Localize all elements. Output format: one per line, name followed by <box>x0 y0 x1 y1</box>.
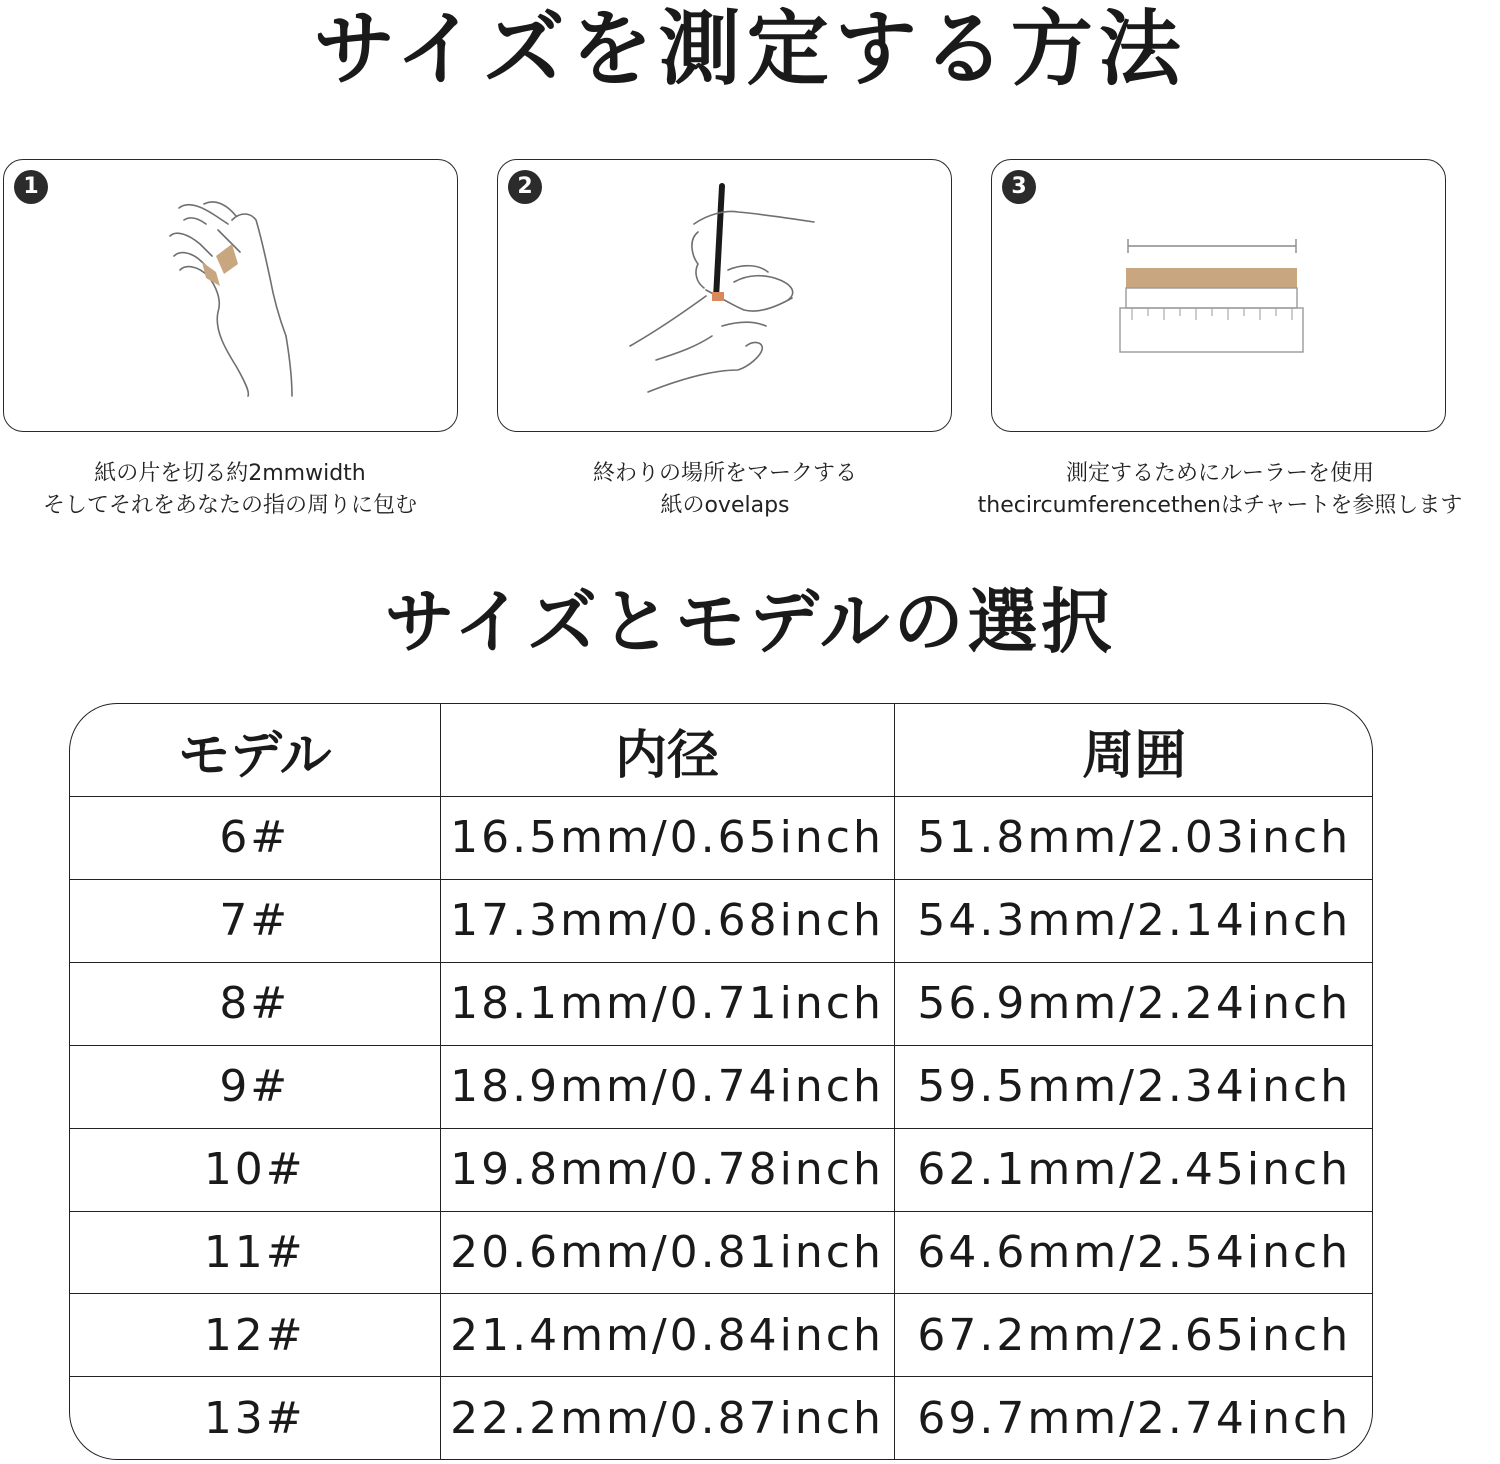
cell-model: 11# <box>70 1211 440 1294</box>
cell-model: 12# <box>70 1294 440 1377</box>
cell-model: 10# <box>70 1128 440 1211</box>
step-2-caption-line-1: 終わりの場所をマークする <box>592 461 857 486</box>
cell-inner-diameter: 18.1mm/0.71inch <box>440 962 894 1045</box>
step-3-caption-line-1: 測定するためにルーラーを使用 <box>1065 461 1374 486</box>
table-header-row <box>70 704 1373 797</box>
table-row <box>70 1377 1373 1459</box>
step-2-caption <box>465 458 985 522</box>
table-row <box>70 797 1373 880</box>
cell-inner-diameter: 16.5mm/0.65inch <box>440 797 894 880</box>
table-row <box>70 1211 1373 1294</box>
cell-circumference: 51.8mm/2.03inch <box>894 797 1373 880</box>
section-title: サイズとモデルの選択 <box>384 581 1116 663</box>
step-1-caption-line-1: 紙の片を切る約2mmwidth <box>94 461 366 486</box>
cell-circumference: 69.7mm/2.74inch <box>894 1377 1373 1459</box>
step-2-badge: 2 <box>508 170 542 204</box>
step-1-card <box>3 159 458 432</box>
table-row <box>70 1128 1373 1211</box>
cell-circumference: 59.5mm/2.34inch <box>894 1045 1373 1128</box>
step-1-badge: 1 <box>14 170 48 204</box>
cell-inner-diameter: 18.9mm/0.74inch <box>440 1045 894 1128</box>
hand-wrap-illustration <box>4 160 458 432</box>
step-3-badge: 3 <box>1002 170 1036 204</box>
step-2-caption-line-2: 紙のovelaps <box>660 493 790 518</box>
table-row <box>70 879 1373 962</box>
ruler-measure-illustration <box>992 160 1446 432</box>
cell-circumference: 62.1mm/2.45inch <box>894 1128 1373 1211</box>
mark-overlap-illustration <box>498 160 952 432</box>
cell-inner-diameter: 20.6mm/0.81inch <box>440 1211 894 1294</box>
cell-model: 8# <box>70 962 440 1045</box>
header-circumference: 周囲 <box>894 704 1373 797</box>
page-title: サイズを測定する方法 <box>313 2 1187 97</box>
step-1-caption-line-2: そしてそれをあなたの指の周りに包む <box>42 493 417 518</box>
size-table <box>69 703 1373 1460</box>
cell-circumference: 67.2mm/2.65inch <box>894 1294 1373 1377</box>
cell-model: 13# <box>70 1377 440 1459</box>
cell-inner-diameter: 19.8mm/0.78inch <box>440 1128 894 1211</box>
step-2-card <box>497 159 952 432</box>
cell-model: 6# <box>70 797 440 880</box>
cell-inner-diameter: 21.4mm/0.84inch <box>440 1294 894 1377</box>
cell-model: 9# <box>70 1045 440 1128</box>
step-1-caption <box>0 458 490 522</box>
cell-circumference: 56.9mm/2.24inch <box>894 962 1373 1045</box>
cell-circumference: 54.3mm/2.14inch <box>894 879 1373 962</box>
table-row <box>70 962 1373 1045</box>
cell-inner-diameter: 22.2mm/0.87inch <box>440 1377 894 1459</box>
cell-circumference: 64.6mm/2.54inch <box>894 1211 1373 1294</box>
header-inner-diameter: 内径 <box>440 704 894 797</box>
table-row <box>70 1294 1373 1377</box>
header-model: モデル <box>70 704 440 797</box>
step-3-caption <box>960 458 1480 522</box>
cell-inner-diameter: 17.3mm/0.68inch <box>440 879 894 962</box>
step-3-caption-line-2: thecircumferencethenはチャートを参照します <box>977 493 1463 518</box>
step-3-card <box>991 159 1446 432</box>
cell-model: 7# <box>70 879 440 962</box>
table-row <box>70 1045 1373 1128</box>
